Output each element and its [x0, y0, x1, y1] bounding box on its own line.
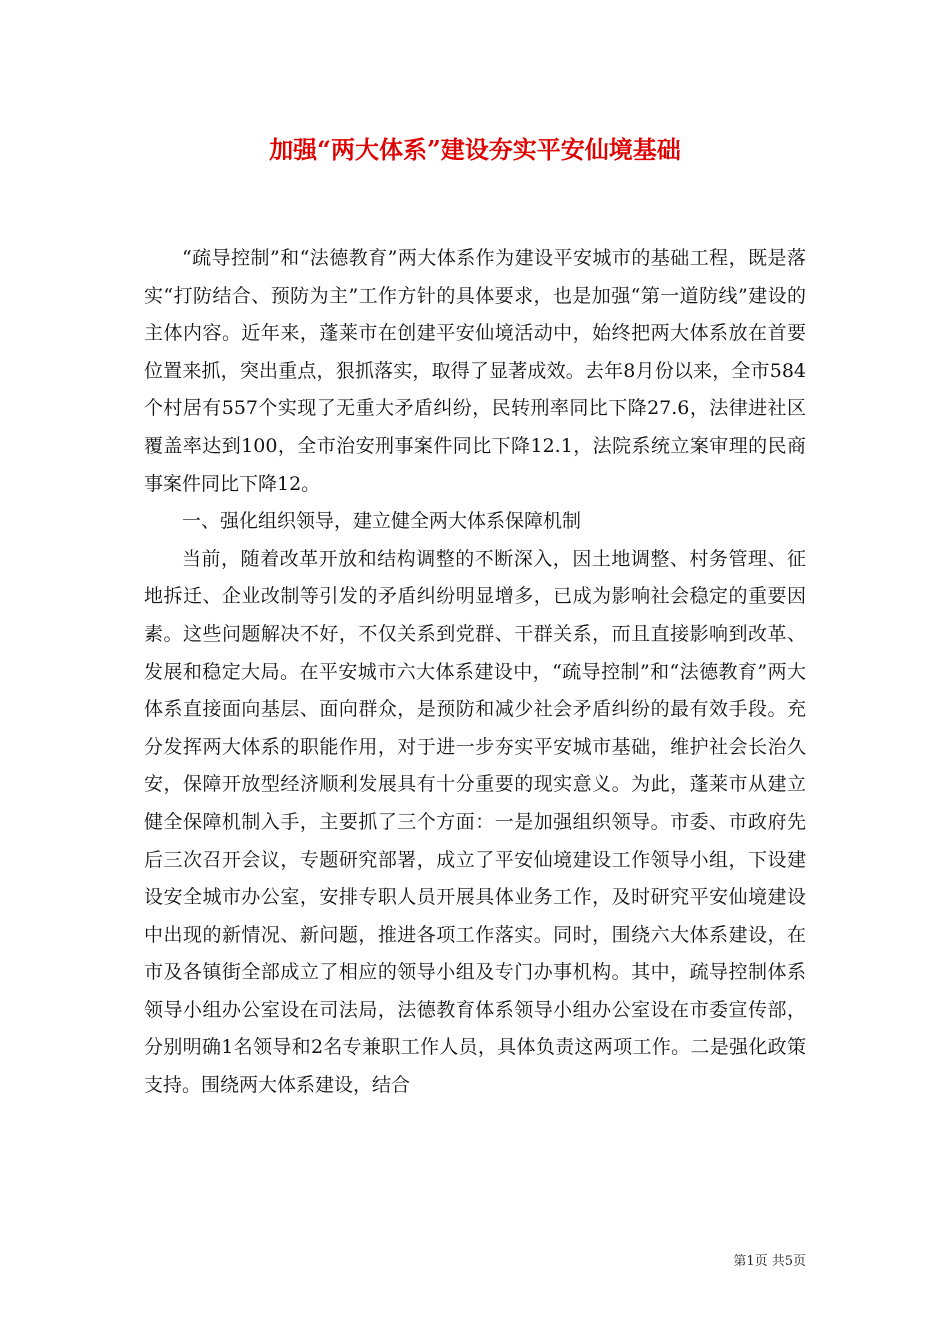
page-number-footer: 第1页 共5页: [733, 1254, 806, 1269]
paragraph-section-1: 当前，随着改革开放和结构调整的不断深入，因土地调整、村务管理、征地拆迁、企业改制等引发的矛盾纠纷明显增多，已成为影响社会稳定的重要因素。这些问题解决不好，不仅关系到党群、干群关系，而且直接影响到改革、发展和稳定大局。在平安城市六大体系建设中，“疏导控制”和“法德教育”两大体系直接面向基层、面向群众，是预防和减少社会矛盾纠纷的最有效手段。充分发挥两大体系的职能作用，对于进一步夯实平安城市基础，维护社会长治久安，保障开放型经济顺利发展具有十分重要的现实意义。为此，蓬莱市从建立健全保障机制入手，主要抓了三个方面：一是加强组织领导。市委、市政府先后三次召开会议，专题研究部署，成立了平安仙境建设工作领导小组，下设建设安全城市办公室，安排专职人员开展具体业务工作，及时研究平安仙境建设中出现的新情况、新问题，推进各项工作落实。同时，围绕六大体系建设，在市及各镇街全部成立了相应的领导小组及专门办事机构。其中，疏导控制体系领导小组办公室设在司法局，法德教育体系领导小组办公室设在市委宣传部，分别明确1名领导和2名专兼职工作人员，具体负责这两项工作。二是强化政策支持。围绕两大体系建设，结合: [144, 547, 806, 1097]
paragraph-intro: “疏导控制”和“法德教育”两大体系作为建设平安城市的基础工程，既是落实“打防结合、预防为主”工作方针的具体要求，也是加强“第一道防线”建设的主体内容。近年来，蓬莱市在创建平安仙境活动中，始终把两大体系放在首要位置来抓，突出重点，狠抓落实，取得了显著成效。去年8月份以来，全市584个村居有557个实现了无重大矛盾纠纷，民转刑率同比下降27.6，法律进社区覆盖率达到100，全市治安刑事案件同比下降12.1，法院系统立案审理的民商事案件同比下降12。: [144, 247, 806, 495]
document-title: 加强“两大体系”建设夯实平安仙境基础: [269, 135, 681, 164]
document-body: [144, 240, 806, 1105]
section-heading-1: 一、强化组织领导，建立健全两大体系保障机制: [182, 510, 582, 533]
